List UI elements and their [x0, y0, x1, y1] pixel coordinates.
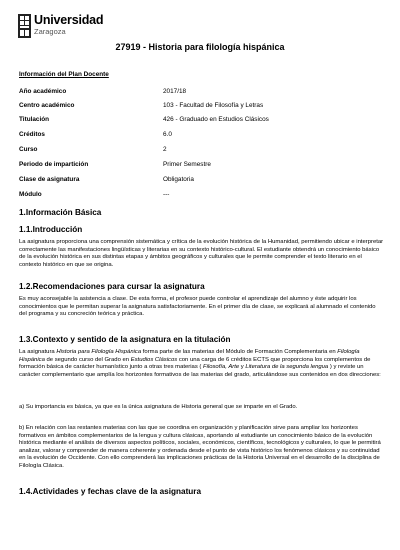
info-value: Obligatoria [163, 176, 194, 183]
info-key: Año académico [19, 88, 67, 95]
info-value: 6.0 [163, 131, 172, 138]
university-logo[interactable] [18, 14, 103, 38]
plan-heading: Información del Plan Docente [19, 71, 109, 78]
context-paragraph-3: b) En relación con las restantes materias con las que se coordina en organización y planificación sirve para ampliar los horizontes formativos en ámbitos complementarios de la lengua y cultura clásicas, aportando al estudiante un conocimiento básico de la evolución histórica mediante el análisis de diversos aspectos políticos, sociales, económicos, científicos, tecnológicos y culturales, lo que le permitirá analizar, valorar y comprender de manera coherente y ordenada desde el punto de vista histórico los fenómenos clásicos y su continuidad en la evolución de Occidente. Con ello comprenderá las implicaciones prácticas de la Historia Universal en el desarrollo de la disciplina de Filología Clásica. [19, 425, 381, 469]
info-value: --- [163, 191, 170, 198]
section-heading-basic-info: 1.Información Básica [19, 208, 102, 217]
info-key: Periodo de impartición [19, 161, 89, 168]
crest-icon [18, 14, 31, 38]
recommendations-text: Es muy aconsejable la asistencia a clase. De esta forma, el profesor puede controlar el aprendizaje del alumno y éste adquirir los conocimientos que le permitan superar la asignatura satisfactoriamente. En el primer día de clase, se explicará al alumnado el contenido del programa y su concreción teórica y práctica. [19, 296, 376, 318]
logo-subtitle: Zaragoza [34, 27, 66, 36]
info-key: Créditos [19, 131, 45, 138]
logo-name: Universidad [34, 13, 104, 27]
section-heading-recommendations: 1.2.Recomendaciones para cursar la asignatura [19, 282, 205, 291]
info-value: Primer Semestre [163, 161, 211, 168]
info-value: 2017/18 [163, 88, 187, 95]
context-paragraph-1: La asignatura Historia para Filología Hispánica forma parte de las materias del Módulo de Formación Complementaria en Filología Hispánica de segundo curso del Grado en Estudios Clásicos con una carga de 6 créditos ECTS que proporciona los complementos de formación básica de carácter humanístico junto a otras tres materias ( Filosofía, Arte y Literatura de la segunda lengua ) y reviste un carácter complementario que amplía los horizontes formativos de las materias del grado, articulándose sus contenidos en dos direcciones: [19, 349, 381, 378]
info-value: 2 [163, 146, 167, 153]
info-key: Módulo [19, 191, 42, 198]
info-value: 103 - Facultad de Filosofía y Letras [163, 102, 264, 109]
section-heading-activities: 1.4.Actividades y fechas clave de la asignatura [19, 487, 202, 496]
info-value: 426 - Graduado en Estudios Clásicos [163, 116, 269, 123]
info-key: Clase de asignatura [19, 176, 80, 183]
info-key: Centro académico [19, 102, 75, 109]
section-heading-context: 1.3.Contexto y sentido de la asignatura en la titulación [19, 335, 231, 344]
info-key: Titulación [19, 116, 50, 123]
document-title: 27919 - Historia para filología hispánica [115, 42, 285, 52]
context-paragraph-2: a) Su importancia es básica, ya que es la única asignatura de Historia general que se imparte en el Grado. [19, 404, 298, 410]
info-key: Curso [19, 146, 38, 153]
section-heading-introduction: 1.1.Introducción [19, 225, 83, 234]
introduction-text: La asignatura proporciona una comprensión sistemática y crítica de la evolución histórica de la Humanidad, permitiendo ubicar e interpretar correctamente las manifestaciones lingüísticas y literarias en su contexto histórico-cultural. El estudiante obtendrá un conocimiento básico de la evolución histórica en sus distintas etapas y ámbitos geográficos y culturales que le permite comprender el texto literario en el contexto histórico en que se origina. [19, 239, 384, 268]
